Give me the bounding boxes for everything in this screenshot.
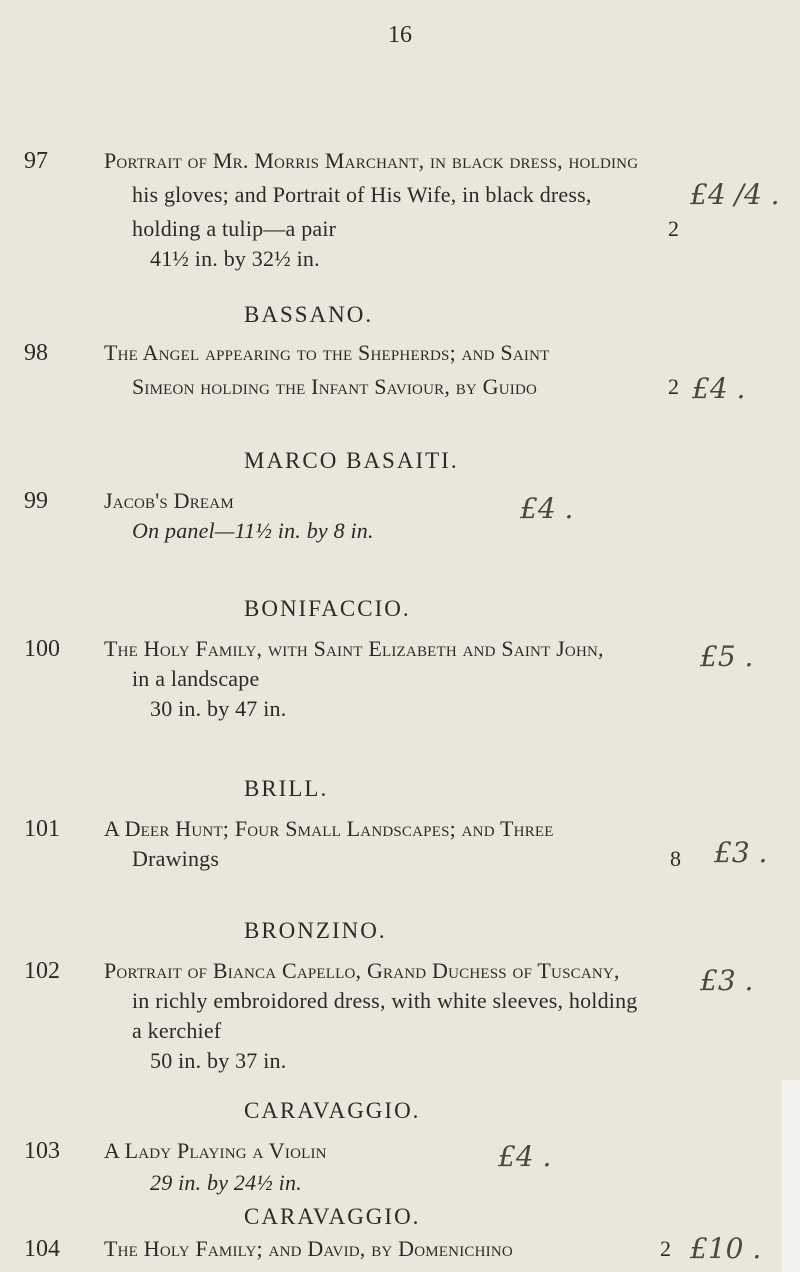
lot-description: Portrait of Mr. Morris Marchant, in black dress, holding <box>104 148 639 173</box>
lot-description: in a landscape <box>132 666 260 691</box>
handwritten-price: £4 . <box>692 372 746 405</box>
lot-number: 103 <box>24 1138 60 1164</box>
handwritten-price: £3 . <box>714 836 768 869</box>
handwritten-price: £4 /4 . <box>690 178 780 211</box>
lot-number: 99 <box>24 488 48 514</box>
lot-description: in richly embroidored dress, with white sleeves, holding <box>132 988 638 1013</box>
lot-description: Portrait of Bianca Capello, Grand Duchess of Tuscany, <box>104 958 620 983</box>
artist-name: MARCO BASAITI. <box>244 448 459 473</box>
lot-quantity: 2 <box>668 216 679 241</box>
lot-number: 97 <box>24 148 48 174</box>
lot-description: Simeon holding the Infant Saviour, by Guido <box>132 374 538 399</box>
lot-description: A Deer Hunt; Four Small Landscapes; and Three <box>104 816 554 841</box>
lot-description: Drawings <box>132 846 220 871</box>
lot-description: The Holy Family; and David, by Domenichino <box>104 1236 513 1261</box>
lot-dimensions: 41½ in. by 32½ in. <box>150 246 320 271</box>
lot-number: 101 <box>24 816 60 842</box>
artist-name: CARAVAGGIO. <box>244 1204 421 1229</box>
lot-number: 98 <box>24 340 48 366</box>
page-edge <box>782 1080 800 1272</box>
lot-number: 102 <box>24 958 60 984</box>
lot-quantity: 2 <box>660 1236 671 1261</box>
artist-name: BONIFACCIO. <box>244 596 411 621</box>
lot-quantity: 2 <box>668 374 679 399</box>
lot-description: a kerchief <box>132 1018 222 1043</box>
lot-description: The Holy Family, with Saint Elizabeth and Saint John, <box>104 636 604 661</box>
artist-name: CARAVAGGIO. <box>244 1098 421 1123</box>
lot-number: 104 <box>24 1236 60 1262</box>
lot-description: The Angel appearing to the Shepherds; and Saint <box>104 340 550 365</box>
handwritten-price: £3 . <box>700 964 754 997</box>
page-number: 16 <box>388 22 412 48</box>
lot-description: Jacob's Dream <box>104 488 234 513</box>
handwritten-price: £10 . <box>690 1232 762 1265</box>
artist-name: BASSANO. <box>244 302 374 327</box>
lot-description: his gloves; and Portrait of His Wife, in black dress, <box>132 182 592 207</box>
lot-dimensions: 50 in. by 37 in. <box>150 1048 287 1073</box>
handwritten-price: £4 . <box>520 492 574 525</box>
lot-quantity: 8 <box>670 846 681 871</box>
lot-number: 100 <box>24 636 60 662</box>
handwritten-price: £4 . <box>498 1140 552 1173</box>
lot-description: A Lady Playing a Violin <box>104 1138 327 1163</box>
artist-name: BRONZINO. <box>244 918 387 943</box>
lot-description: holding a tulip—a pair <box>132 216 337 241</box>
lot-dimensions: 29 in. by 24½ in. <box>150 1170 302 1195</box>
lot-dimensions: On panel—11½ in. by 8 in. <box>132 518 374 543</box>
artist-name: BRILL. <box>244 776 329 801</box>
lot-dimensions: 30 in. by 47 in. <box>150 696 287 721</box>
handwritten-price: £5 . <box>700 640 754 673</box>
